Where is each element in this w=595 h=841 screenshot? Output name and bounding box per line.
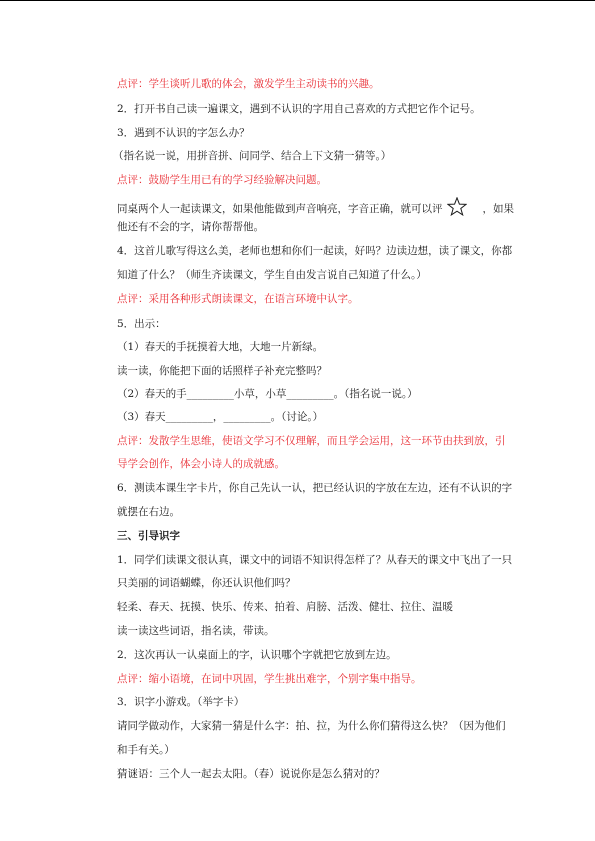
- comment-line: 点评：学生谈听儿歌的体会，激发学生主动读书的兴趣。: [117, 78, 380, 90]
- star-icon: [447, 197, 467, 220]
- text-line: 猜谜语：三个人一起去太阳。（春）说说你是怎么猜对的？: [117, 768, 385, 780]
- comment-line: 导学会创作，体会小诗人的成就感。: [117, 458, 285, 470]
- top-rule: [0, 0, 595, 1]
- text-line: 3．遇到不认识的字怎么办？: [117, 127, 250, 139]
- text-line: 2．这次再认一认桌面上的字，认识哪个字就把它放到左边。: [117, 649, 397, 661]
- text-line: 同桌两个人一起读课文，如果他能做到声音响亮，字音正确，就可以评 ，如果: [117, 197, 514, 220]
- text-line: 知道了什么？（师生齐读课文，学生自由发言说自己知道了什么。）: [117, 269, 427, 281]
- text-line: 4．这首儿歌写得这么美，老师也想和你们一起读，好吗？边读边想，读了课文，你都: [117, 245, 513, 257]
- text-line: 只美丽的词语蝴蝶，你还认识他们吗？: [117, 577, 296, 589]
- text-line: 6．测读本课生字卡片，你自己先认一认，把已经认识的字放在左边，还有不认识的字: [117, 482, 513, 494]
- comment-line: 点评：缩小语境，在词中巩固，学生挑出难字，个别字集中指导。: [117, 673, 422, 685]
- text-line: 和手有关。）: [117, 744, 175, 756]
- comment-line: 点评：采用各种形式朗读课文，在语言环境中认字。: [117, 293, 359, 305]
- text-line: （指名说一说，用拼音拼、问同学、结合上下文猜一猜等。）: [113, 150, 392, 162]
- comment-line: 点评：发散学生思维，使语文学习不仅理解，而且学会运用，这一环节由扶到放，引: [117, 435, 506, 447]
- text-line: （3）春天_________，_________。（讨论。）: [117, 411, 324, 423]
- text-line: 轻柔、春天、抚摸、快乐、传来、拍着、肩膀、活泼、健壮、拉住、温暖: [117, 601, 453, 613]
- text-line: 2．打开书自己读一遍课文，遇到不认识的字用自己喜欢的方式把它作个记号。: [117, 103, 481, 115]
- text-line: 3．识字小游戏。（举字卡）: [117, 696, 245, 708]
- section-heading: 三、引导识字: [117, 530, 180, 542]
- text-line: 请同学做动作，大家猜一猜是什么字：拍、拉，为什么你们猜得这么快？（因为他们: [117, 720, 506, 732]
- text-line: 读一读这些词语，指名读，带读。: [117, 625, 275, 637]
- text-line: 1．同学们读课文很认真，课文中的词语不知识得怎样了？从春天的课文中飞出了一只: [117, 554, 513, 566]
- text-line: （2）春天的手_________小草，小草_________。（指名说一说。）: [117, 388, 418, 400]
- text-line: 他还有不会的字，请你帮帮他。: [117, 221, 264, 233]
- text-line: （1）春天的手抚摸着大地，大地一片新绿。: [117, 341, 324, 353]
- text-line: 就摆在右边。: [117, 506, 180, 518]
- text-line: 读一读，你能把下面的话照样子补充完整吗？: [117, 365, 327, 377]
- comment-line: 点评：鼓励学生用已有的学习经验解决问题。: [117, 174, 327, 186]
- text-line: 5．出示：: [117, 318, 166, 330]
